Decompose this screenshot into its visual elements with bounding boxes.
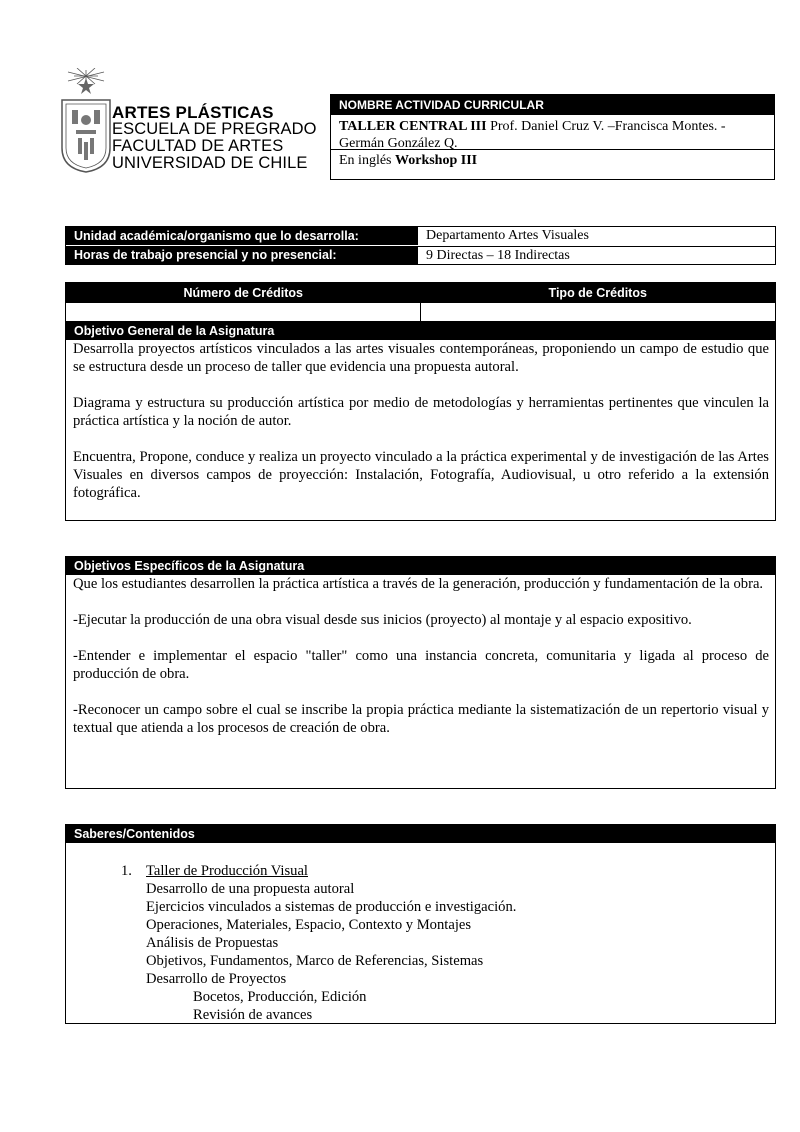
general-objective-paragraph: Encuentra, Propone, conduce y realiza un proyecto vinculado a la práctica experimental y de investigación de las Artes Visuales en diversos campos de proyección: Instalación, Fotografía, Audiovisual, u otro referido a la extensión fotográfica.: [73, 449, 769, 501]
specific-objectives-title: Objetivos Específicos de la Asignatura: [66, 557, 775, 575]
list-subsubitem: Revisión de avances: [193, 1007, 313, 1023]
specific-objective-paragraph: -Reconocer un campo sobre el cual se inscribe la propia práctica mediante la sistematización de un repertorio visual y textual que atienda a los procesos de creación de obra.: [73, 702, 769, 736]
credits-type-value: [421, 303, 775, 321]
credits-number-header: Número de Créditos: [183, 286, 303, 300]
contents-title: Saberes/Contenidos: [66, 825, 775, 843]
logo-line-universidad: UNIVERSIDAD DE CHILE: [112, 154, 308, 172]
list-item-title: Taller de Producción Visual: [146, 863, 308, 879]
specific-objective-paragraph: Que los estudiantes desarrollen la práctica artística a través de la generación, producción y fundamentación de la obra.: [73, 576, 764, 592]
list-item-number: 1.: [121, 863, 132, 879]
specific-objective-paragraph: -Ejecutar la producción de una obra visual desde sus inicios (proyecto) al montaje y al espacio expositivo.: [73, 612, 692, 628]
unit-value: Departamento Artes Visuales: [417, 227, 775, 245]
credits-type-header: Tipo de Créditos: [548, 286, 647, 300]
hours-label: Horas de trabajo presencial y no presencial:: [66, 246, 417, 264]
general-objective-paragraph: Desarrolla proyectos artísticos vinculados a las artes visuales contemporáneas, proponiendo un campo de estudio que se estructura desde un proceso de taller que evidencia una propuesta autoral.: [73, 341, 769, 375]
logo-line-escuela: ESCUELA DE PREGRADO: [112, 120, 317, 138]
list-subitem: Objetivos, Fundamentos, Marco de Referencias, Sistemas: [146, 953, 484, 969]
credits-number-value: [66, 303, 421, 321]
contents-section: [65, 824, 776, 1024]
list-subitem: Ejercicios vinculados a sistemas de producción e investigación.: [146, 899, 517, 915]
contents-list: [66, 862, 775, 1024]
credits-table: [65, 282, 776, 322]
general-objective-title: Objetivo General de la Asignatura: [66, 322, 775, 340]
credits-values: [66, 303, 775, 321]
general-objective-section: [65, 321, 776, 521]
unit-label: Unidad académica/organismo que lo desarrolla:: [66, 227, 417, 245]
course-name-header: NOMBRE ACTIVIDAD CURRICULAR: [331, 95, 774, 115]
logo-line-facultad: FACULTAD DE ARTES: [112, 137, 284, 155]
list-subsubitem: Bocetos, Producción, Edición: [193, 989, 367, 1005]
course-title: [331, 115, 774, 150]
logo-text: [112, 104, 317, 172]
list-subitem: Operaciones, Materiales, Espacio, Contexto y Montajes: [146, 917, 472, 933]
specific-objective-paragraph: -Entender e implementar el espacio "taller" como una instancia concreta, comunitaria y ligada al proceso de producción de obra.: [73, 648, 769, 682]
course-name-box: [330, 94, 775, 180]
list-subitem: Desarrollo de una propuesta autoral: [146, 881, 355, 897]
unit-row: [66, 227, 775, 245]
logo-line-artes: ARTES PLÁSTICAS: [112, 103, 274, 122]
course-professors: Prof. Daniel Cruz V. –Francisca Montes. - Germán González Q.: [339, 119, 726, 151]
list-item: [121, 862, 775, 880]
english-label: En inglés: [339, 153, 395, 168]
hours-value: 9 Directas – 18 Indirectas: [417, 246, 775, 264]
specific-objectives-section: [65, 556, 776, 789]
unit-info-table: [65, 226, 776, 265]
credits-header: [66, 283, 775, 303]
general-objective-paragraph: Diagrama y estructura su producción artística por medio de metodologías y herramientas pertinentes que vinculen la práctica artística y la noción de autor.: [73, 395, 769, 429]
list-subitem: Desarrollo de Proyectos: [146, 971, 287, 987]
course-title-bold: TALLER CENTRAL III: [339, 119, 487, 134]
list-subitem: Análisis de Propuestas: [146, 935, 279, 951]
hours-row: [66, 245, 775, 264]
english-value: Workshop III: [395, 153, 478, 168]
course-english-name: [331, 150, 774, 170]
